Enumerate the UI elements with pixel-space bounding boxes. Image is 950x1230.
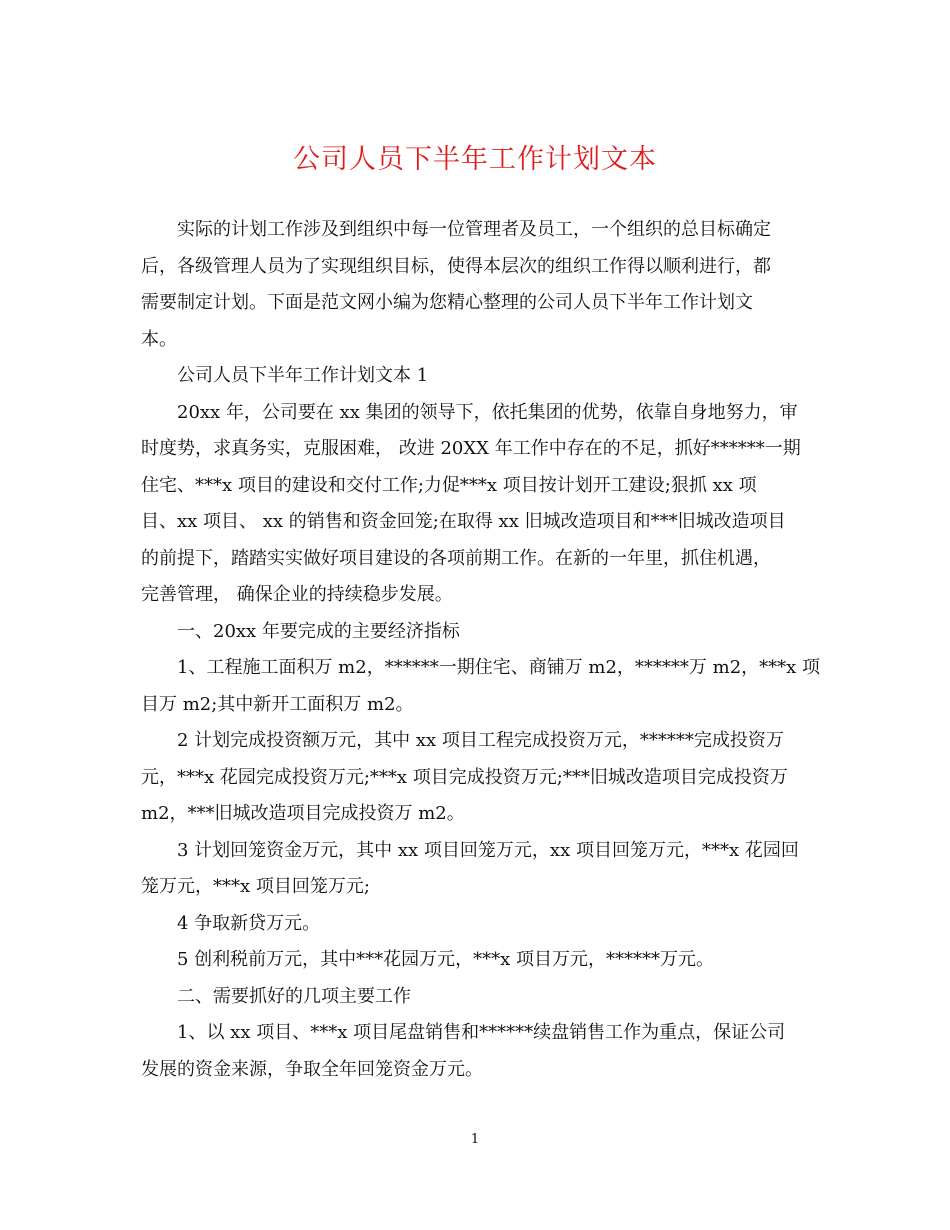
text-line: 4 争取新贷万元。 [177,912,321,934]
text-line: 公司人员下半年工作计划文本 1 [177,365,429,386]
document-body [141,212,821,1088]
indicator-item-2 [141,723,811,833]
task-item-1 [141,1015,811,1088]
text-line: 1、工程施工面积万 m2，******一期住宅、商铺万 m2，******万 m2，***x 项 [177,657,821,678]
section-heading-main-tasks [141,979,811,1016]
text-line: 元，***x 花园完成投资万元;***x 项目完成投资万元;***旧城改造项目完成投资万 [141,766,788,788]
text-line: 一、20xx 年要完成的主要经济指标 [177,620,460,642]
section-heading-text-1 [141,358,811,395]
indicator-item-4 [141,906,811,943]
overview-paragraph [141,395,811,614]
text-line: 住宅、***x 项目的建设和交付工作;力促***x 项目按计划开工建设;狠抓 xx 项 [141,474,757,496]
text-line: 发展的资金来源，争取全年回笼资金万元。 [141,1058,483,1080]
text-line: 1、以 xx 项目、***x 项目尾盘销售和******续盘销售工作为重点，保证公司 [177,1022,786,1043]
text-line: 5 创利税前万元，其中***花园万元，***x 项目万元，******万元。 [177,949,715,970]
text-line: m2，***旧城改造项目完成投资万 m2。 [141,803,465,824]
text-line: 需要制定计划。下面是范文网小编为您精心整理的公司人员下半年工作计划文 [141,292,753,313]
text-line: 完善管理， 确保企业的持续稳步发展。 [141,584,453,605]
text-line: 的前提下，踏踏实实做好项目建设的各项前期工作。在新的一年里，抓住机遇， [141,547,771,569]
intro-paragraph [141,212,811,358]
indicator-item-1 [141,650,821,723]
text-line: 笼万元，***x 项目回笼万元; [141,876,370,897]
text-line: 后，各级管理人员为了实现组织目标，使得本层次的组织工作得以顺利进行，都 [141,255,771,277]
page-number: 1 [470,1132,480,1147]
section-heading-economic-indicators [141,614,811,651]
indicator-item-5 [141,942,811,979]
text-line: 二、需要抓好的几项主要工作 [177,985,411,1007]
indicator-item-3 [141,833,811,906]
text-line: 3 计划回笼资金万元，其中 xx 项目回笼万元，xx 项目回笼万元，***x 花园回 [177,839,799,861]
text-line: 2 计划完成投资额万元，其中 xx 项目工程完成投资万元，******完成投资万 [177,730,784,751]
text-line: 目万 m2;其中新开工面积万 m2。 [141,693,414,715]
text-line: 实际的计划工作涉及到组织中每一位管理者及员工，一个组织的总目标确定 [177,219,771,240]
text-line: 20xx 年，公司要在 xx 集团的领导下，依托集团的优势，依靠自身地努力，审 [177,401,798,423]
text-line: 目、xx 项目、 xx 的销售和资金回笼;在取得 xx 旧城改造项目和***旧城改造项目 [141,511,786,532]
text-line: 本。 [141,328,177,350]
text-line: 时度势，求真务实，克服困难， 改进 20XX 年工作中存在的不足，抓好******一期 [141,438,801,459]
document-title: 公司人员下半年工作计划文本 [293,144,657,175]
